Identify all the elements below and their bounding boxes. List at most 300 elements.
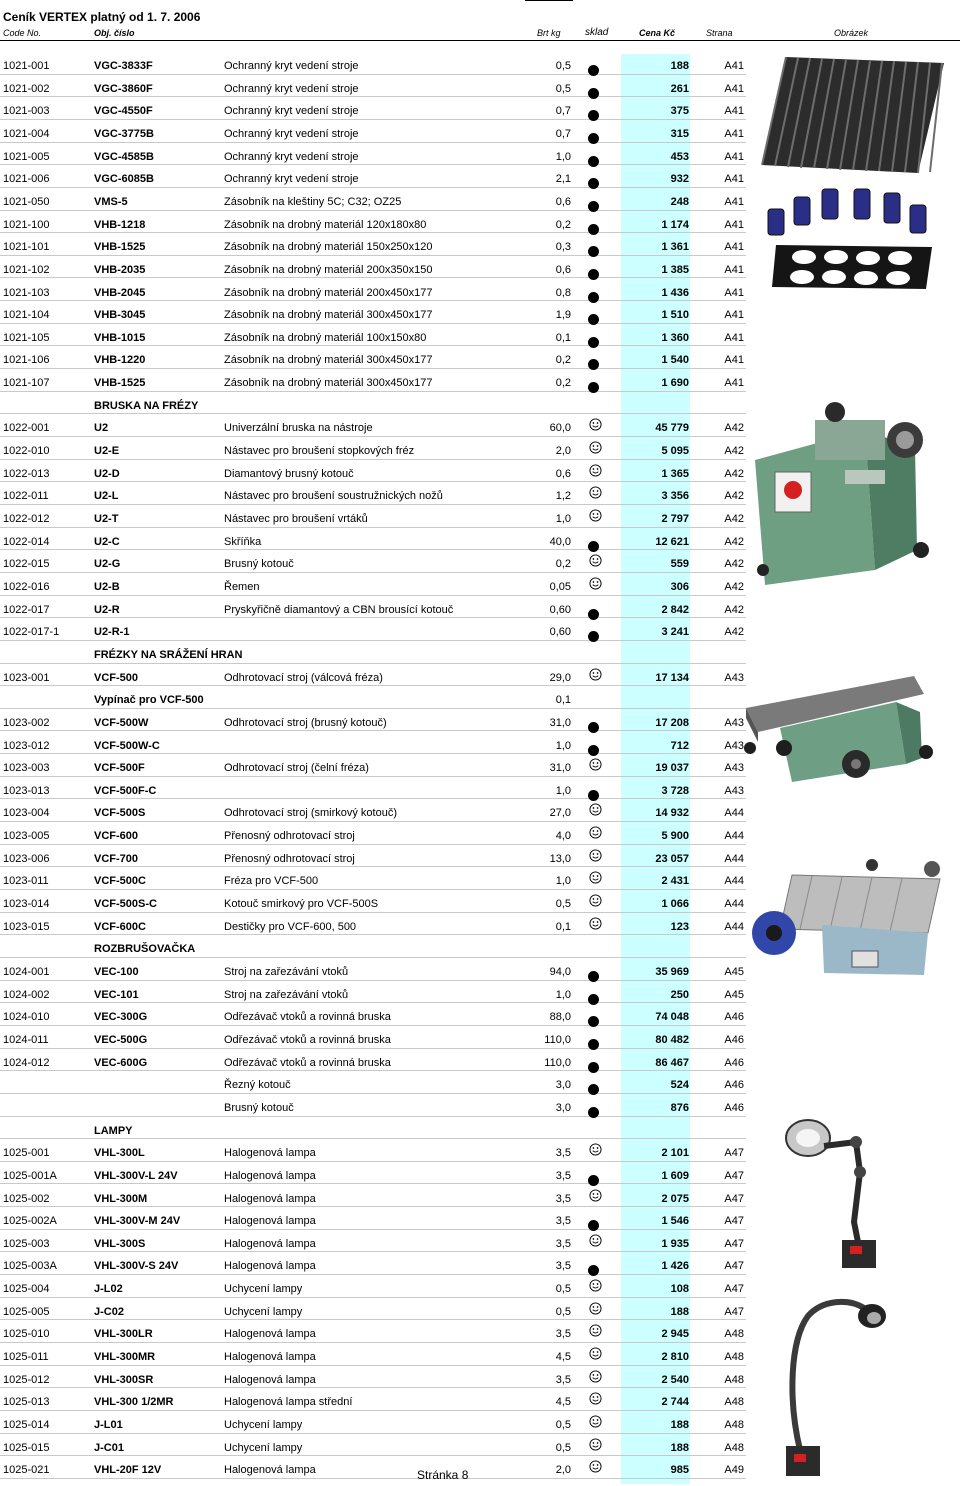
order-number: VGC-3860F (94, 82, 153, 95)
gross-weight: 0,2 (555, 218, 571, 231)
gross-weight: 2,0 (555, 445, 571, 458)
order-number: VHL-20F 12V (94, 1464, 162, 1477)
gross-weight: 0,6 (555, 195, 571, 208)
filled-dot-icon (588, 1074, 602, 1088)
table-row (0, 981, 746, 1004)
order-number: J-C02 (94, 1305, 124, 1318)
table-row (0, 97, 746, 120)
order-number: LAMPY (94, 1124, 133, 1137)
order-number: VHL-300V-M 24V (94, 1215, 181, 1228)
catalog-page: A41 (724, 377, 744, 390)
item-code: 1025-010 (3, 1328, 50, 1341)
table-row (0, 890, 746, 913)
price-czk: 985 (670, 1464, 689, 1477)
item-description: Odhrotovací stroj (čelní fréza) (224, 762, 369, 775)
order-number: Vypínač pro VCF-500 (94, 694, 204, 707)
item-code: 1024-012 (3, 1056, 50, 1069)
price-czk: 3 728 (661, 784, 689, 797)
gross-weight: 0,60 (549, 603, 571, 616)
price-czk: 2 810 (661, 1351, 689, 1364)
price-czk: 1 690 (661, 377, 689, 390)
item-description: Kotouč smirkový pro VCF-500S (224, 898, 379, 911)
table-row (0, 1049, 746, 1072)
filled-dot-icon (588, 327, 602, 341)
item-code: 1021-005 (3, 150, 50, 163)
item-description: Zásobník na drobný materiál 200x350x150 (224, 263, 433, 276)
table-row (0, 279, 746, 302)
order-number: VGC-3775B (94, 127, 154, 140)
smiley-icon (588, 508, 602, 522)
catalog-page: A44 (724, 898, 744, 911)
price-czk: 524 (670, 1079, 689, 1092)
table-row (0, 709, 746, 732)
item-description: Ochranný kryt vedení stroje (224, 105, 359, 118)
gross-weight: 0,1 (555, 920, 571, 933)
price-czk: 1 935 (661, 1237, 689, 1250)
catalog-page: A49 (724, 1464, 744, 1477)
filled-dot-icon (588, 100, 602, 114)
order-number: VHL-300S (94, 1237, 146, 1250)
gross-weight: 110,0 (544, 1033, 571, 1046)
catalog-page: A41 (724, 60, 744, 72)
item-code: 1022-011 (3, 490, 49, 503)
item-code: 1022-014 (3, 535, 50, 548)
table-row (0, 52, 746, 75)
table-row (0, 1162, 746, 1185)
catalog-page: A42 (724, 422, 744, 435)
price-czk: 712 (670, 739, 689, 752)
gross-weight: 0,8 (555, 286, 571, 299)
smiley-icon (588, 1459, 602, 1473)
order-number: VCF-500W (94, 716, 149, 729)
order-number: U2-C (94, 535, 120, 548)
item-code: 1025-001 (3, 1147, 50, 1160)
table-row (0, 573, 746, 596)
catalog-page: A41 (724, 195, 744, 208)
order-number: VEC-500G (94, 1033, 148, 1046)
order-number: J-C01 (94, 1441, 124, 1454)
catalog-page: A42 (724, 490, 744, 503)
order-number: VCF-600 (94, 830, 139, 843)
table-row (0, 958, 746, 981)
smiley-icon (588, 576, 602, 590)
gross-weight: 3,5 (555, 1215, 571, 1228)
price-czk: 2 075 (661, 1192, 689, 1205)
item-description: Halogenová lampa (224, 1169, 316, 1182)
item-code: 1021-001 (3, 60, 50, 72)
order-number: U2-D (94, 467, 120, 480)
page-number: Stránka 8 (417, 1468, 469, 1482)
header-obrazek: Obrázek (834, 28, 869, 38)
table-row (0, 1275, 746, 1298)
table-row (0, 256, 746, 279)
filled-dot-icon (588, 1165, 602, 1179)
gross-weight: 3,0 (555, 1079, 571, 1092)
catalog-page: A47 (724, 1169, 744, 1182)
gross-weight: 3,5 (555, 1373, 571, 1386)
smiley-icon (588, 1142, 602, 1156)
catalog-page: A41 (724, 241, 744, 254)
item-code: 1025-001A (3, 1169, 57, 1182)
item-code: 1022-017-1 (3, 626, 60, 639)
order-number: VHB-1525 (94, 241, 146, 254)
item-description: Odhrotovací stroj (válcová fréza) (224, 671, 383, 684)
smiley-icon (588, 848, 602, 862)
catalog-page: A41 (724, 173, 744, 186)
gross-weight: 0,7 (555, 127, 571, 140)
smiley-icon (588, 1437, 602, 1451)
table-row (0, 845, 746, 868)
item-code: 1021-003 (3, 105, 50, 118)
filled-dot-icon (588, 236, 602, 250)
item-description: Odhrotovací stroj (smirkový kotouč) (224, 807, 397, 820)
catalog-page: A46 (724, 1101, 744, 1114)
table-row (0, 1139, 746, 1162)
gross-weight: 1,0 (555, 784, 571, 797)
item-description: Odřezávač vtoků a rovinná bruska (224, 1056, 391, 1069)
price-czk: 2 101 (661, 1147, 689, 1160)
catalog-page: A42 (724, 467, 744, 480)
catalog-page: A46 (724, 1033, 744, 1046)
price-czk: 1 436 (661, 286, 689, 299)
order-number: VHL-300LR (94, 1328, 153, 1341)
filled-dot-icon (588, 1210, 602, 1224)
smiley-icon (588, 1301, 602, 1315)
table-row (0, 1411, 746, 1434)
gross-weight: 3,5 (555, 1192, 571, 1205)
catalog-page: A41 (724, 309, 744, 322)
item-code: 1022-017 (3, 603, 50, 616)
order-number: U2-E (94, 445, 120, 458)
smiley-icon (588, 1369, 602, 1383)
price-czk: 2 842 (661, 603, 689, 616)
item-description: Ochranný kryt vedení stroje (224, 150, 359, 163)
item-code: 1024-002 (3, 988, 50, 1001)
table-row (0, 1185, 746, 1208)
item-code: 1024-001 (3, 966, 50, 978)
smiley-icon (588, 870, 602, 884)
catalog-page: A41 (724, 150, 744, 163)
table-row (0, 799, 746, 822)
gross-weight: 4,5 (555, 1396, 571, 1409)
item-description: Halogenová lampa (224, 1260, 316, 1273)
item-code: 1023-012 (3, 739, 50, 752)
item-description: Fréza pro VCF-500 (224, 875, 319, 888)
item-code: 1022-012 (3, 513, 50, 525)
gross-weight: 0,5 (555, 60, 571, 72)
table-row (0, 188, 746, 211)
table-row (0, 1298, 746, 1321)
item-code: 1023-004 (3, 807, 50, 820)
gross-weight: 40,0 (549, 535, 571, 548)
smiley-icon (588, 485, 602, 499)
item-code: 1023-011 (3, 875, 49, 888)
price-czk: 1 510 (661, 309, 689, 322)
guideway-cover-picture (758, 55, 946, 175)
price-czk: 1 360 (661, 331, 689, 344)
table-row (0, 324, 746, 347)
order-number: U2-R-1 (94, 626, 130, 639)
order-number: VCF-600C (94, 920, 146, 933)
header-cena-kc: Cena Kč (639, 28, 676, 38)
price-czk: 453 (670, 150, 689, 163)
filled-dot-icon (588, 259, 602, 273)
price-czk: 188 (670, 1441, 689, 1454)
price-czk: 188 (670, 1419, 689, 1431)
table-row (0, 482, 746, 505)
catalog-page: A48 (724, 1328, 744, 1341)
item-code: 1023-003 (3, 762, 50, 775)
item-code: 1025-011 (3, 1351, 49, 1364)
order-number: VCF-500W-C (94, 739, 160, 752)
price-czk: 123 (670, 920, 689, 933)
gross-weight: 0,5 (555, 82, 571, 95)
tool-grinder-picture (745, 400, 945, 590)
filled-dot-icon (588, 1097, 602, 1111)
order-number: U2 (94, 422, 109, 435)
catalog-page: A43 (724, 784, 744, 797)
table-row (0, 1230, 746, 1253)
gross-weight: 1,0 (555, 988, 571, 1001)
item-code: 1021-107 (3, 377, 50, 390)
table-row (0, 754, 746, 777)
item-description: Uchycení lampy (224, 1283, 303, 1296)
order-number: VHB-3045 (94, 309, 146, 322)
smiley-icon (588, 667, 602, 681)
order-number: VHL-300M (94, 1192, 148, 1205)
table-row (0, 867, 746, 890)
table-row (0, 301, 746, 324)
item-code: 1021-004 (3, 127, 50, 140)
table-row (0, 1320, 746, 1343)
catalog-page: A48 (724, 1351, 744, 1364)
table-row (0, 550, 746, 573)
filled-dot-icon (588, 1052, 602, 1066)
price-czk: 19 037 (655, 762, 689, 775)
price-czk: 306 (670, 580, 689, 593)
order-number: VCF-500F (94, 762, 145, 775)
item-description: Zásobník na drobný materiál 300x450x177 (224, 377, 433, 390)
order-number: VHL-300L (94, 1147, 145, 1160)
gross-weight: 31,0 (549, 716, 571, 729)
price-czk: 108 (670, 1283, 689, 1296)
order-number: FRÉZKY NA SRÁŽENÍ HRAN (94, 648, 243, 661)
table-header (0, 27, 960, 41)
price-czk: 74 048 (655, 1011, 689, 1024)
catalog-page: A46 (724, 1056, 744, 1069)
smiley-icon (588, 1323, 602, 1337)
order-number: VGC-3833F (94, 60, 153, 72)
catalog-page: A41 (724, 354, 744, 367)
catalog-page: A48 (724, 1419, 744, 1431)
price-czk: 1 365 (661, 467, 689, 480)
filled-dot-icon (588, 984, 602, 998)
table-row (0, 528, 746, 551)
smiley-icon (588, 1346, 602, 1360)
price-czk: 5 900 (661, 830, 689, 843)
halogen-lamp-arm-picture (784, 1112, 884, 1272)
top-divider (525, 0, 573, 1)
catalog-page: A41 (724, 82, 744, 95)
smiley-icon (588, 1278, 602, 1292)
price-czk: 375 (670, 105, 689, 118)
filled-dot-icon (588, 735, 602, 749)
filled-dot-icon (588, 961, 602, 975)
item-code: 1021-101 (3, 241, 50, 254)
order-number: U2-R (94, 603, 120, 616)
price-czk: 17 208 (655, 716, 689, 729)
order-number: VEC-101 (94, 988, 139, 1001)
item-code: 1025-003A (3, 1260, 57, 1273)
item-code: 1021-006 (3, 173, 50, 186)
catalog-page: A42 (724, 513, 744, 525)
order-number: VCF-500C (94, 875, 146, 888)
table-row (0, 233, 746, 256)
filled-dot-icon (588, 1255, 602, 1269)
item-description: Zásobník na drobný materiál 300x450x177 (224, 354, 433, 367)
price-czk: 1 066 (661, 898, 689, 911)
price-czk: 80 482 (655, 1033, 689, 1046)
filled-dot-icon (588, 531, 602, 545)
item-code: 1025-021 (3, 1464, 50, 1477)
order-number: U2-B (94, 580, 120, 593)
table-row (0, 437, 746, 460)
order-number: VHB-2045 (94, 286, 146, 299)
price-czk: 1 609 (661, 1169, 689, 1182)
catalog-page: A45 (724, 966, 744, 978)
price-czk: 35 969 (655, 966, 689, 978)
catalog-page: A48 (724, 1441, 744, 1454)
item-code: 1021-050 (3, 195, 50, 208)
item-description: Pryskyřičně diamantový a CBN brousící kotouč (224, 603, 454, 616)
smiley-icon (588, 1233, 602, 1247)
table-row (0, 1071, 746, 1094)
item-description: Ochranný kryt vedení stroje (224, 82, 359, 95)
filled-dot-icon (588, 599, 602, 613)
portable-deburring-picture (752, 855, 948, 990)
catalog-page: A43 (724, 762, 744, 775)
filled-dot-icon (588, 123, 602, 137)
gross-weight: 3,5 (555, 1169, 571, 1182)
header-sklad: sklad (585, 27, 609, 38)
filled-dot-icon (588, 146, 602, 160)
order-number: VGC-4550F (94, 105, 153, 118)
item-description: Nástavec pro broušení stopkových fréz (224, 445, 415, 458)
item-description: Nástavec pro broušení vrtáků (224, 513, 368, 525)
price-czk: 315 (670, 127, 689, 140)
item-code: 1023-006 (3, 852, 50, 865)
filled-dot-icon (588, 372, 602, 386)
order-number: VCF-500S-C (94, 898, 157, 911)
item-code: 1022-015 (3, 558, 50, 571)
item-description: Halogenová lampa střední (224, 1396, 353, 1409)
document-title: Ceník VERTEX platný od 1. 7. 2006 (3, 10, 201, 24)
price-czk: 2 945 (661, 1328, 689, 1341)
item-code: 1022-010 (3, 445, 50, 458)
filled-dot-icon (588, 78, 602, 92)
table-row (0, 732, 746, 755)
item-description: Halogenová lampa (224, 1464, 316, 1477)
gross-weight: 0,3 (555, 241, 571, 254)
gross-weight: 29,0 (549, 671, 571, 684)
price-czk: 3 241 (661, 626, 689, 639)
catalog-page: A42 (724, 445, 744, 458)
table-row (0, 369, 746, 392)
order-number: VHB-1220 (94, 354, 146, 367)
order-number: U2-G (94, 558, 121, 571)
item-description: Zásobník na drobný materiál 300x450x177 (224, 309, 433, 322)
item-code: 1023-014 (3, 898, 50, 911)
order-number: VEC-600G (94, 1056, 148, 1069)
item-description: Destičky pro VCF-600, 500 (224, 920, 357, 933)
price-czk: 2 540 (661, 1373, 689, 1386)
order-number: VCF-700 (94, 852, 139, 865)
gross-weight: 0,2 (555, 354, 571, 367)
header-code-no: Code No. (3, 28, 42, 38)
item-code: 1024-011 (3, 1033, 49, 1046)
order-number: VHL-300 1/2MR (94, 1396, 174, 1409)
gross-weight: 27,0 (549, 807, 571, 820)
order-number: ROZBRUŠOVAČKA (94, 943, 196, 956)
table-row (0, 143, 746, 166)
smiley-icon (588, 802, 602, 816)
catalog-page: A42 (724, 626, 744, 639)
item-description: Zásobník na kleštiny 5C; C32; OZ25 (224, 195, 402, 208)
filled-dot-icon (588, 168, 602, 182)
gross-weight: 0,6 (555, 467, 571, 480)
catalog-page: A48 (724, 1373, 744, 1386)
price-czk: 188 (670, 1305, 689, 1318)
smiley-icon (588, 757, 602, 771)
table-row (0, 1207, 746, 1230)
table-row (0, 75, 746, 98)
price-czk: 1 540 (661, 354, 689, 367)
gross-weight: 0,5 (555, 1283, 571, 1296)
gross-weight: 2,1 (555, 173, 571, 186)
gross-weight: 4,0 (555, 830, 571, 843)
price-czk: 17 134 (655, 671, 689, 684)
table-row (0, 618, 746, 641)
price-czk: 12 621 (655, 535, 689, 548)
smiley-icon (588, 1414, 602, 1428)
item-code: 1025-005 (3, 1305, 50, 1318)
order-number: J-L01 (94, 1419, 123, 1431)
price-czk: 248 (670, 195, 689, 208)
item-code: 1023-015 (3, 920, 50, 933)
price-czk: 1 426 (661, 1260, 689, 1273)
catalog-page: A43 (724, 716, 744, 729)
order-number: VHL-300V-L 24V (94, 1169, 178, 1182)
price-czk: 932 (670, 173, 689, 186)
price-czk: 559 (670, 558, 689, 571)
item-code: 1021-106 (3, 354, 50, 367)
item-description: Stroj na zařezávání vtoků (224, 988, 349, 1001)
table-row (0, 664, 746, 687)
item-description: Zásobník na drobný materiál 100x150x80 (224, 331, 427, 344)
item-code: 1022-016 (3, 580, 50, 593)
price-czk: 14 932 (655, 807, 689, 820)
catalog-page: A46 (724, 1079, 744, 1092)
price-czk: 1 546 (661, 1215, 689, 1228)
catalog-page: A42 (724, 603, 744, 616)
item-code: 1025-014 (3, 1419, 50, 1431)
smiley-icon (588, 417, 602, 431)
order-number: VHL-300V-S 24V (94, 1260, 179, 1273)
order-number: VEC-300G (94, 1011, 148, 1024)
gross-weight: 0,2 (555, 377, 571, 390)
table-row (0, 1366, 746, 1389)
order-number: VCF-500F-C (94, 784, 157, 797)
